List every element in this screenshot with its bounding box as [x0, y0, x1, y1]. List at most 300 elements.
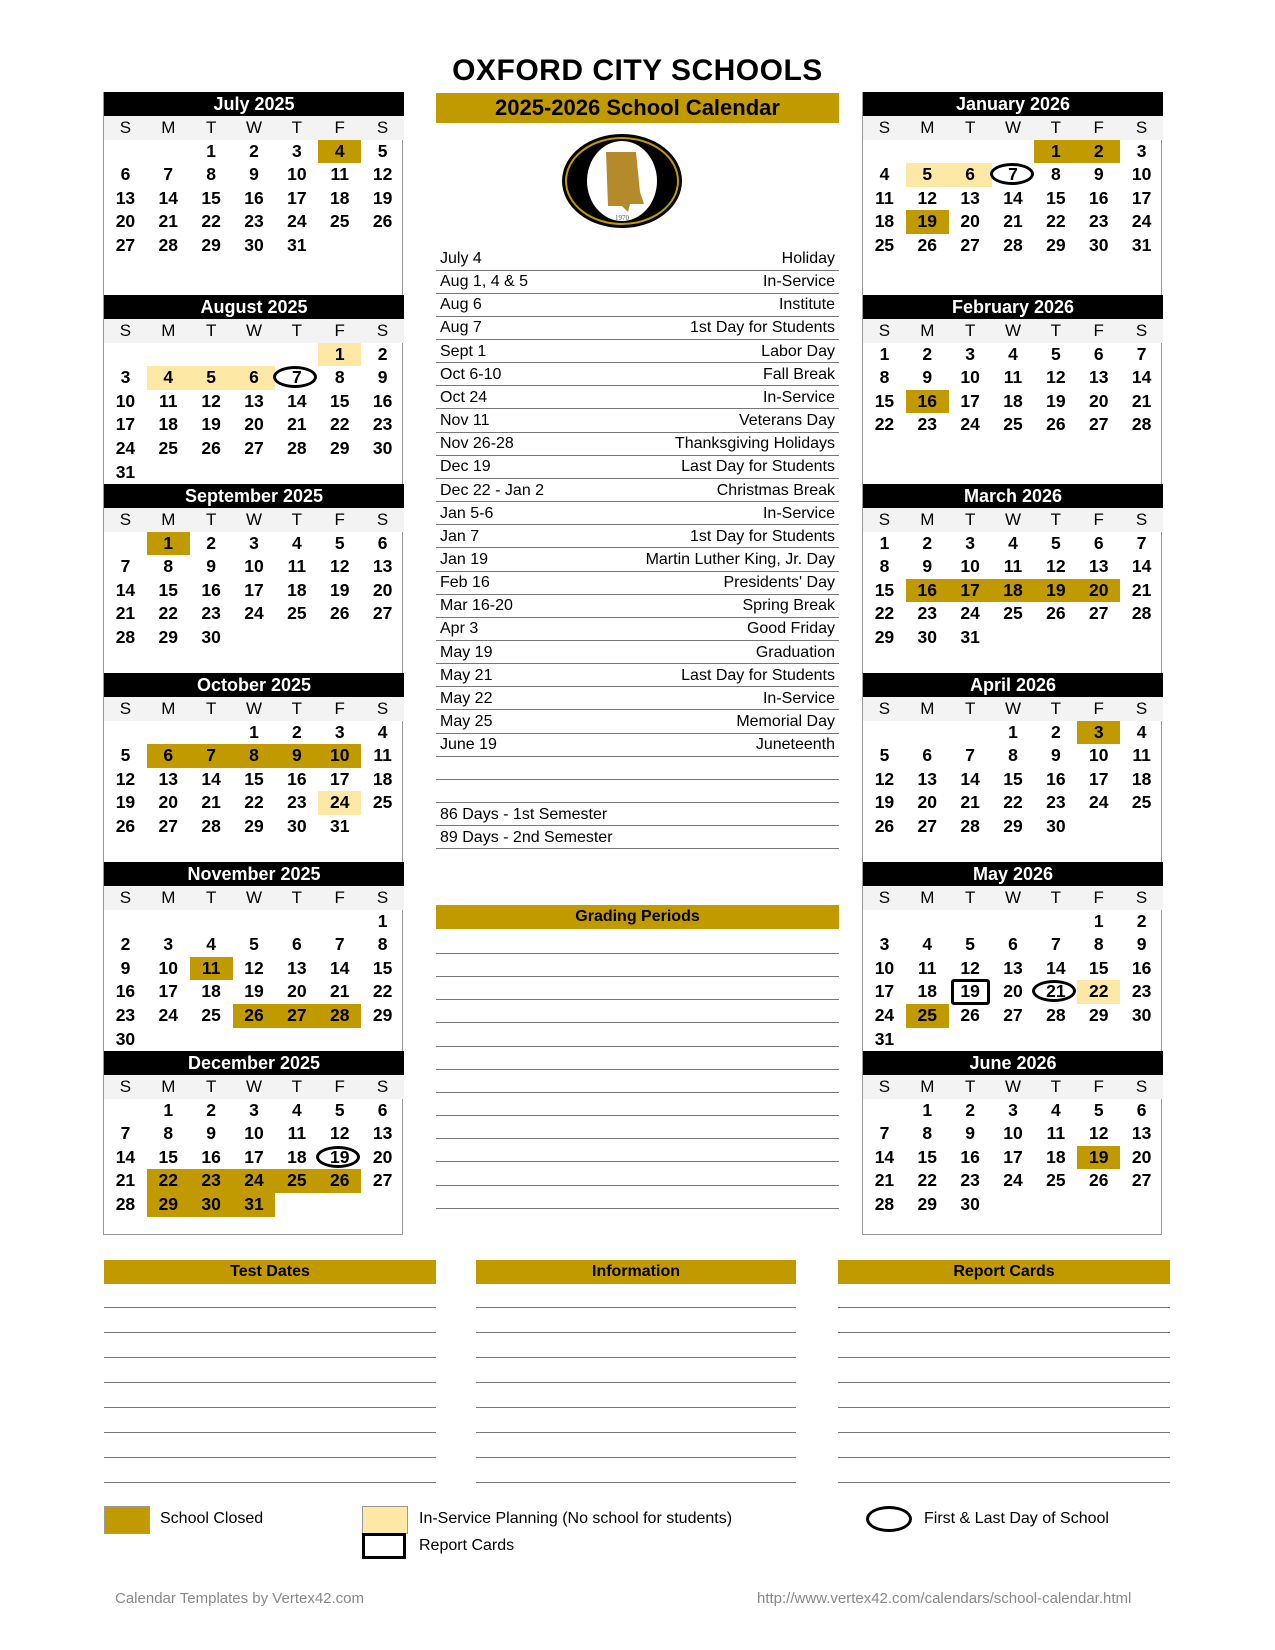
day-cell: 3	[249, 1099, 259, 1120]
event-name: Last Day for Students	[681, 458, 835, 476]
day-cell: 16	[1046, 768, 1066, 789]
day-cell: 15	[1003, 768, 1023, 789]
weekday-label: M	[147, 508, 190, 532]
event-date: July 4	[440, 250, 482, 267]
weekday-label: W	[233, 886, 276, 910]
note-line	[104, 1482, 436, 1483]
week-row	[104, 1099, 404, 1123]
day-cell: 5	[965, 934, 976, 955]
day-cell: 1	[879, 343, 890, 364]
day-cell: 31	[1131, 234, 1152, 255]
day-cell: 6	[233, 366, 276, 390]
day-cell: 19	[115, 792, 136, 813]
week-row	[104, 791, 404, 815]
event-row	[436, 710, 839, 734]
grading-line	[436, 1138, 839, 1139]
week-row	[104, 744, 404, 768]
day-cell: 10	[318, 744, 361, 768]
week-row	[104, 555, 404, 579]
day-cell: 15	[329, 390, 350, 411]
day-cell	[949, 910, 992, 934]
day-cell: 1	[163, 1099, 174, 1120]
day-cell: 15	[158, 1146, 179, 1167]
month-title: July 2025	[104, 92, 404, 116]
day-cell	[190, 343, 233, 367]
day-cell	[906, 721, 949, 745]
day-cell	[233, 343, 276, 367]
event-date: Sept 1	[440, 342, 487, 360]
day-cell: 10	[960, 367, 980, 388]
event-row	[436, 779, 839, 803]
day-cell: 7	[992, 163, 1035, 187]
day-cell: 10	[1003, 1123, 1023, 1144]
weekday-header-row	[863, 508, 1163, 532]
day-cell: 3	[1136, 140, 1147, 161]
event-date: 89 Days - 2nd Semester	[440, 828, 613, 846]
day-cell: 16	[960, 1146, 980, 1167]
event-row	[436, 363, 839, 387]
day-cell: 16	[372, 390, 393, 411]
day-cell: 9	[206, 1123, 217, 1144]
grading-line	[436, 999, 839, 1000]
weekday-label: S	[1120, 697, 1163, 721]
day-cell: 1	[147, 532, 190, 556]
day-cell: 6	[1093, 343, 1104, 364]
weekday-label: M	[906, 886, 949, 910]
day-cell: 28	[960, 815, 980, 836]
day-cell	[863, 910, 906, 934]
note-line	[104, 1432, 436, 1433]
grading-line	[436, 953, 839, 954]
event-row	[436, 641, 839, 665]
day-cell: 12	[1046, 556, 1066, 577]
day-cell: 18	[1003, 390, 1023, 411]
week-row	[863, 187, 1163, 211]
note-line	[476, 1307, 796, 1308]
day-cell: 1	[206, 140, 217, 161]
day-cell: 29	[158, 626, 179, 647]
weekday-label: S	[361, 508, 404, 532]
weekday-label: M	[147, 886, 190, 910]
day-cell	[147, 140, 190, 164]
event-row	[436, 293, 839, 317]
week-row	[863, 413, 1163, 437]
day-cell: 9	[206, 556, 217, 577]
day-cell	[275, 1028, 318, 1052]
weekday-label: M	[906, 1075, 949, 1099]
day-cell: 26	[115, 815, 136, 836]
event-row	[436, 316, 839, 340]
month-title: September 2025	[104, 484, 404, 508]
day-cell: 16	[1131, 957, 1152, 978]
day-cell: 30	[917, 626, 938, 647]
day-cell	[906, 140, 949, 164]
day-cell	[863, 721, 906, 745]
weekday-header-row	[863, 116, 1163, 140]
day-cell: 17	[1003, 1146, 1023, 1167]
event-row	[436, 548, 839, 572]
weekday-label: M	[147, 116, 190, 140]
day-cell: 13	[960, 187, 980, 208]
week-row	[863, 957, 1163, 981]
day-cell: 21	[329, 981, 350, 1002]
day-cell: 9	[275, 744, 318, 768]
day-cell: 10	[115, 390, 136, 411]
day-cell: 7	[163, 164, 174, 185]
day-cell: 10	[874, 957, 895, 978]
event-row	[436, 270, 839, 294]
day-cell: 17	[874, 981, 895, 1002]
day-cell: 5	[1051, 532, 1061, 553]
week-row	[104, 579, 404, 603]
day-cell	[104, 721, 147, 745]
weekday-label: T	[1034, 697, 1077, 721]
event-date: Jan 5-6	[440, 504, 494, 522]
day-cell: 20	[1131, 1146, 1152, 1167]
day-cell: 21	[115, 1170, 136, 1191]
day-cell: 18	[287, 1146, 307, 1167]
event-date: Nov 26-28	[440, 435, 514, 453]
week-row	[104, 210, 404, 234]
weekday-label: F	[1077, 319, 1120, 343]
day-cell: 20	[1077, 579, 1120, 603]
week-row	[863, 626, 1163, 650]
weekday-label: W	[233, 508, 276, 532]
week-row	[104, 1193, 404, 1217]
week-row	[104, 140, 404, 164]
event-date: Aug 7	[440, 319, 482, 337]
day-cell: 11	[330, 164, 349, 185]
calendar-subtitle: 2025-2026 School Calendar	[436, 93, 839, 123]
day-cell: 4	[377, 721, 388, 742]
day-cell: 20	[287, 981, 307, 1002]
day-cell: 24	[874, 1004, 895, 1025]
day-cell: 19	[372, 187, 393, 208]
day-cell	[863, 1099, 906, 1123]
weekday-label: T	[190, 697, 233, 721]
day-cell: 8	[1008, 745, 1018, 766]
event-row	[436, 617, 839, 641]
day-cell: 8	[879, 556, 890, 577]
weekday-label: M	[906, 319, 949, 343]
weekday-header-row	[104, 1075, 404, 1099]
day-cell: 15	[201, 187, 221, 208]
weekday-label: T	[1034, 116, 1077, 140]
note-line	[838, 1382, 1170, 1383]
information-header: Information	[476, 1260, 796, 1284]
note-line	[104, 1407, 436, 1408]
day-cell: 7	[275, 366, 318, 390]
event-name: Veterans Day	[738, 412, 835, 430]
week-row	[863, 933, 1163, 957]
week-row	[863, 1122, 1163, 1146]
day-cell: 20	[1003, 981, 1023, 1002]
day-cell: 12	[960, 957, 980, 978]
legend-first-last-label: First & Last Day of School	[924, 1510, 1109, 1527]
day-cell: 16	[201, 579, 221, 600]
day-cell: 17	[287, 187, 307, 208]
grading-line	[436, 1208, 839, 1209]
note-line	[838, 1307, 1170, 1308]
day-cell: 1	[879, 532, 890, 553]
weekday-label: M	[147, 697, 190, 721]
weekday-label: F	[1077, 508, 1120, 532]
week-row	[863, 980, 1163, 1004]
day-cell: 25	[874, 234, 895, 255]
day-cell: 22	[1077, 980, 1120, 1004]
day-cell: 30	[1131, 1004, 1152, 1025]
day-cell: 29	[244, 815, 264, 836]
week-row	[863, 1169, 1163, 1193]
event-name: In-Service	[762, 504, 835, 522]
day-cell: 8	[206, 164, 217, 185]
day-cell: 17	[949, 579, 992, 603]
weekday-label: W	[992, 319, 1035, 343]
note-line	[476, 1382, 796, 1383]
day-cell: 11	[1132, 745, 1151, 766]
day-cell: 6	[292, 934, 302, 955]
day-cell	[361, 626, 404, 650]
weekday-header-row	[863, 1075, 1163, 1099]
week-row	[104, 234, 404, 258]
day-cell	[1120, 626, 1163, 650]
week-row	[863, 768, 1163, 792]
day-cell	[949, 1028, 992, 1052]
event-date: Feb 16	[440, 574, 490, 592]
day-cell: 8	[163, 556, 174, 577]
month-calendar	[104, 484, 404, 650]
day-cell	[863, 140, 906, 164]
day-cell	[190, 461, 233, 485]
day-cell: 28	[1046, 1004, 1066, 1025]
weekday-label: S	[1120, 508, 1163, 532]
weekday-header-row	[104, 697, 404, 721]
day-cell: 26	[1046, 603, 1066, 624]
day-cell: 5	[1051, 343, 1061, 364]
day-cell: 23	[287, 792, 307, 813]
day-cell: 6	[377, 1099, 388, 1120]
event-name: Thanksgiving Holidays	[674, 435, 835, 453]
day-cell: 5	[120, 745, 131, 766]
day-cell	[275, 343, 318, 367]
day-cell: 16	[201, 1146, 221, 1167]
day-cell	[147, 910, 190, 934]
day-cell: 8	[233, 744, 276, 768]
week-row	[863, 555, 1163, 579]
day-cell	[361, 461, 404, 485]
day-cell: 3	[163, 934, 174, 955]
grading-line	[436, 1092, 839, 1093]
day-cell: 7	[1136, 343, 1147, 364]
day-cell: 7	[120, 556, 131, 577]
day-cell: 28	[1003, 234, 1023, 255]
event-row	[436, 340, 839, 364]
day-cell: 19	[1034, 579, 1077, 603]
day-cell: 2	[206, 1099, 217, 1120]
weekday-label: S	[1120, 886, 1163, 910]
week-row	[863, 815, 1163, 839]
day-cell: 29	[1046, 234, 1066, 255]
day-cell: 25	[1003, 414, 1023, 435]
day-cell: 19	[874, 792, 895, 813]
grading-line	[436, 976, 839, 977]
day-cell: 16	[1088, 187, 1109, 208]
day-cell: 21	[1131, 579, 1152, 600]
grading-line	[436, 1046, 839, 1047]
day-cell: 4	[1008, 343, 1018, 364]
event-row	[436, 803, 839, 827]
note-line	[838, 1482, 1170, 1483]
day-cell: 14	[1131, 367, 1152, 388]
day-cell: 28	[115, 626, 136, 647]
day-cell: 5	[1093, 1099, 1104, 1120]
event-date: Aug 1, 4 & 5	[440, 273, 529, 291]
week-row	[863, 1028, 1163, 1052]
day-cell: 2	[249, 140, 259, 161]
day-cell: 11	[287, 1123, 307, 1144]
month-calendar	[104, 295, 404, 484]
weekday-label: T	[190, 1075, 233, 1099]
day-cell: 22	[158, 603, 179, 624]
day-cell: 14	[115, 1146, 136, 1167]
week-row	[863, 140, 1163, 164]
weekday-label: T	[190, 886, 233, 910]
day-cell: 6	[120, 164, 131, 185]
grading-line	[436, 1069, 839, 1070]
event-name: Good Friday	[746, 620, 835, 638]
day-cell: 15	[244, 768, 264, 789]
day-cell	[1120, 1193, 1163, 1217]
logo-year: 1970	[615, 214, 629, 222]
day-cell: 13	[244, 390, 264, 411]
day-cell: 20	[960, 211, 980, 232]
day-cell: 12	[874, 768, 895, 789]
day-cell: 25	[906, 1004, 949, 1028]
day-cell	[1077, 1193, 1120, 1217]
day-cell: 5	[377, 140, 388, 161]
week-row	[863, 1004, 1163, 1028]
day-cell: 21	[1131, 390, 1152, 411]
day-cell: 23	[1131, 981, 1152, 1002]
day-cell: 14	[329, 957, 350, 978]
week-row	[104, 1004, 404, 1028]
event-date: 86 Days - 1st Semester	[440, 805, 608, 823]
day-cell: 29	[1003, 815, 1023, 836]
day-cell: 28	[874, 1193, 895, 1214]
day-cell: 24	[1003, 1170, 1023, 1191]
note-line	[838, 1332, 1170, 1333]
day-cell: 5	[906, 163, 949, 187]
day-cell: 14	[960, 768, 980, 789]
weekday-label: T	[1034, 508, 1077, 532]
day-cell: 1	[1034, 140, 1077, 164]
day-cell: 15	[372, 957, 393, 978]
day-cell: 18	[287, 579, 307, 600]
day-cell: 17	[244, 579, 264, 600]
week-row	[104, 910, 404, 934]
event-name: Labor Day	[761, 342, 835, 360]
weekday-label: S	[1120, 1075, 1163, 1099]
day-cell: 3	[965, 532, 976, 553]
day-cell: 20	[372, 1146, 393, 1167]
month-title: May 2026	[863, 862, 1163, 886]
week-row	[104, 532, 404, 556]
month-calendar	[863, 862, 1163, 1051]
grading-periods-header: Grading Periods	[436, 905, 839, 929]
weekday-label: T	[949, 1075, 992, 1099]
day-cell	[1034, 1028, 1077, 1052]
week-row	[104, 1122, 404, 1146]
week-row	[863, 602, 1163, 626]
weekday-label: T	[1034, 886, 1077, 910]
day-cell: 25	[1046, 1170, 1066, 1191]
day-cell: 8	[1093, 934, 1104, 955]
footer-credit[interactable]: Calendar Templates by Vertex42.com	[115, 1590, 365, 1607]
week-row	[863, 1193, 1163, 1217]
footer-url[interactable]: http://www.vertex42.com/calendars/school-calendar.html	[757, 1590, 1132, 1607]
weekday-label: S	[361, 319, 404, 343]
event-date: May 25	[440, 713, 493, 730]
weekday-label: S	[863, 508, 906, 532]
day-cell: 12	[244, 957, 264, 978]
month-title: November 2025	[104, 862, 404, 886]
month-calendar	[863, 673, 1163, 839]
day-cell: 14	[287, 390, 307, 411]
day-cell: 9	[922, 367, 933, 388]
day-cell: 31	[115, 461, 136, 482]
note-line	[838, 1407, 1170, 1408]
day-cell: 28	[115, 1193, 136, 1214]
week-row	[104, 343, 404, 367]
day-cell: 13	[372, 1123, 393, 1144]
day-cell: 11	[1003, 556, 1023, 577]
day-cell: 11	[373, 745, 392, 766]
day-cell: 6	[1008, 934, 1018, 955]
note-line	[476, 1457, 796, 1458]
note-line	[104, 1307, 436, 1308]
weekday-label: T	[949, 116, 992, 140]
weekday-label: S	[361, 1075, 404, 1099]
note-line	[476, 1432, 796, 1433]
day-cell: 18	[1046, 1146, 1066, 1167]
day-cell: 18	[917, 981, 938, 1002]
day-cell: 14	[115, 579, 136, 600]
day-cell: 22	[372, 981, 393, 1002]
event-row	[436, 502, 839, 526]
day-cell: 2	[1136, 910, 1147, 931]
weekday-label: F	[318, 697, 361, 721]
day-cell: 2	[377, 343, 388, 364]
weekday-label: F	[1077, 886, 1120, 910]
day-cell: 26	[874, 815, 895, 836]
weekday-label: S	[361, 697, 404, 721]
day-cell: 5	[879, 745, 890, 766]
day-cell: 7	[879, 1123, 890, 1144]
month-calendar	[104, 673, 404, 839]
month-calendar	[863, 484, 1163, 650]
month-calendar	[863, 92, 1163, 258]
day-cell: 3	[879, 934, 890, 955]
day-cell: 18	[372, 768, 393, 789]
day-cell: 26	[318, 1169, 361, 1193]
day-cell: 13	[1088, 556, 1109, 577]
weekday-label: T	[1034, 1075, 1077, 1099]
weekday-label: W	[992, 697, 1035, 721]
day-cell: 13	[1131, 1123, 1152, 1144]
day-cell: 26	[1046, 414, 1066, 435]
day-cell: 24	[1088, 792, 1109, 813]
day-cell: 30	[190, 1193, 233, 1217]
